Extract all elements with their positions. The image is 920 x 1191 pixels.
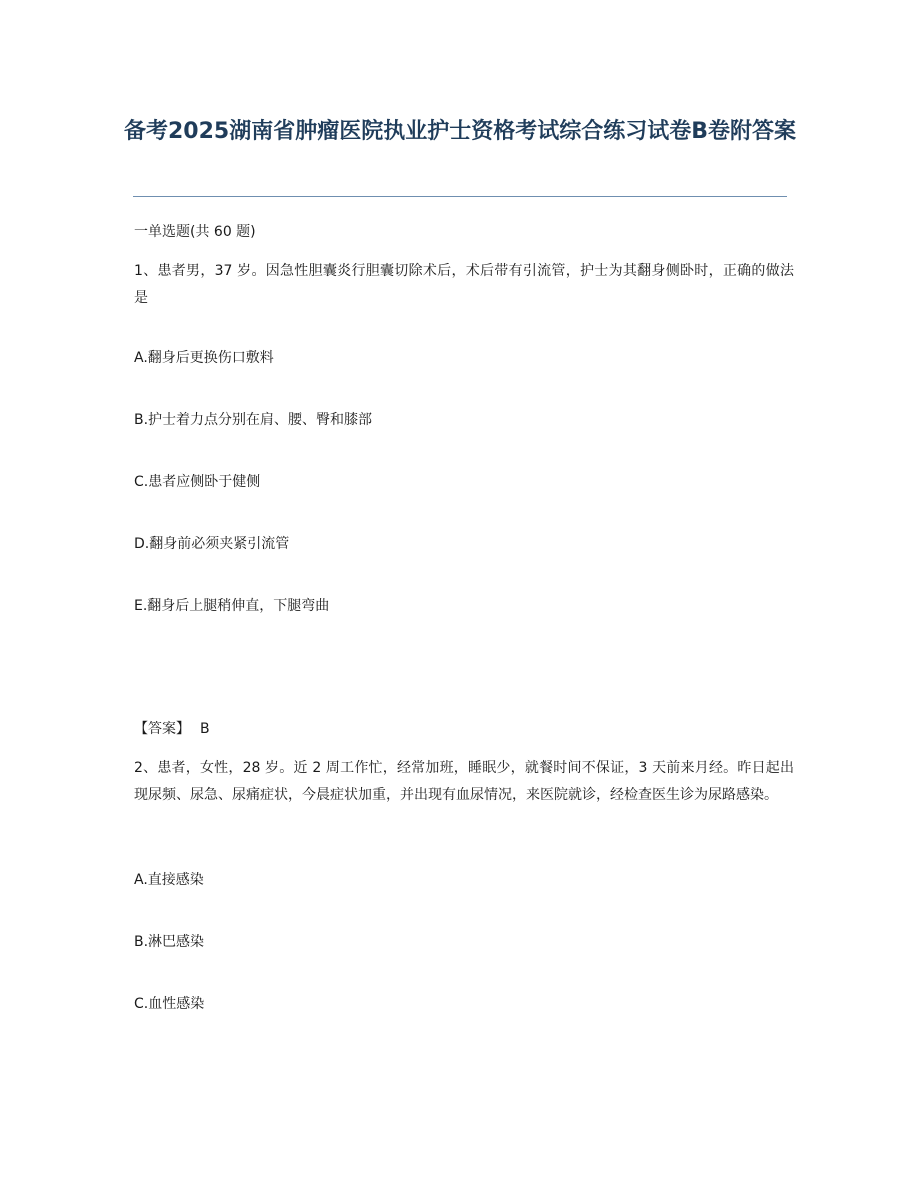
answer-label: 【答案】	[134, 721, 190, 737]
question-1-option-e: E.翻身后上腿稍伸直，下腿弯曲	[134, 598, 330, 614]
section-heading: 一单选题(共 60 题)	[134, 224, 256, 240]
question-2-option-a: A.直接感染	[134, 872, 204, 888]
title-divider	[133, 196, 787, 197]
question-1-option-d: D.翻身前必须夹紧引流管	[134, 536, 290, 552]
question-2-stem: 2、患者，女性，28 岁。近 2 周工作忙，经常加班，睡眠少，就餐时间不保证，3 天前来月经。昨日起出现尿频、尿急、尿痛症状，今晨症状加重，并出现有血尿情况，来医院就诊，经检查医生诊为尿路感染。	[134, 760, 794, 803]
document-title: 备考2025湖南省肿瘤医院执业护士资格考试综合练习试卷B卷附答案	[123, 119, 796, 144]
question-2-option-c: C.血性感染	[134, 996, 205, 1012]
question-1-option-b: B.护士着力点分别在肩、腰、臀和膝部	[134, 412, 373, 428]
question-1-option-c: C.患者应侧卧于健侧	[134, 474, 261, 490]
question-1-answer	[134, 715, 794, 743]
question-1-stem: 1、患者男，37 岁。因急性胆囊炎行胆囊切除术后，术后带有引流管，护士为其翻身侧卧时，正确的做法是	[134, 263, 794, 306]
question-2-option-b: B.淋巴感染	[134, 934, 205, 950]
answer-value: B	[200, 721, 210, 737]
question-1-option-a: A.翻身后更换伤口敷料	[134, 350, 274, 366]
